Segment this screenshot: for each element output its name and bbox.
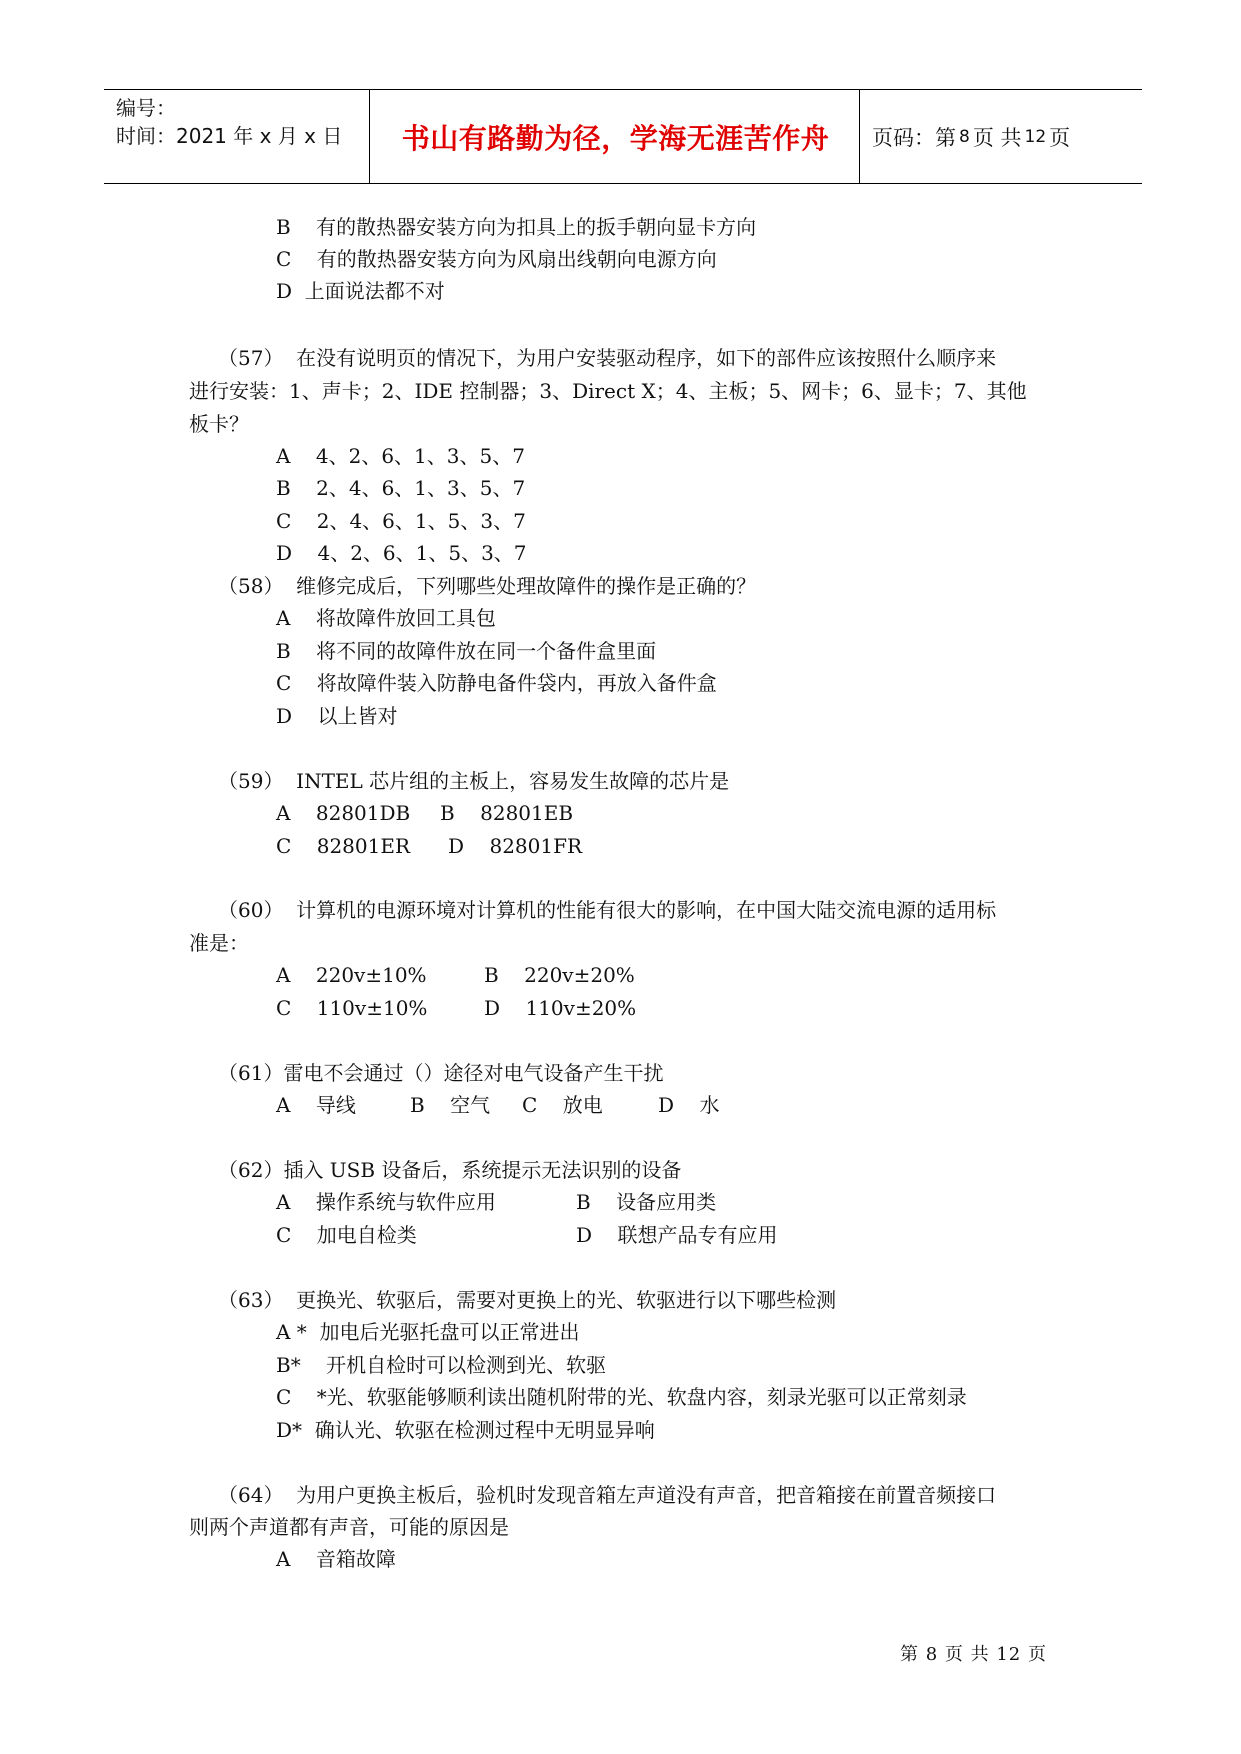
page-prefix: 页码：第 [872, 125, 956, 150]
question-61: （61）雷电不会通过（）途径对电气设备产生干扰 [218, 1061, 664, 1085]
option-item: A 操作系统与软件应用 [276, 1190, 496, 1214]
option-item: C *光、软驱能够顺利读出随机附带的光、软盘内容，刻录光驱可以正常刻录 [276, 1385, 967, 1409]
option-item: B 将不同的故障件放在同一个备件盒里面 [276, 639, 657, 663]
option-item: B 82801EB [440, 801, 574, 825]
page-number: 8 [959, 126, 970, 147]
option-item: A 4、2、6、1、3、5、7 [276, 444, 525, 468]
doc-time-label: 时间：2021 年 x 月 x 日 [116, 124, 343, 148]
option-item: D 4、2、6、1、5、3、7 [276, 541, 527, 565]
question-60: （60） 计算机的电源环境对计算机的性能有很大的影响，在中国大陆交流电源的适用标 [218, 898, 997, 922]
question-57-cont: 进行安装：1、声卡；2、IDE 控制器；3、Direct X；4、主板；5、网卡；6、显卡；7、其他 [189, 379, 1027, 403]
question-64: （64） 为用户更换主板后，验机时发现音箱左声道没有声音，把音箱接在前置音频接口 [218, 1483, 997, 1507]
option-item: C 放电 [522, 1093, 603, 1117]
question-63: （63） 更换光、软驱后，需要对更换上的光、软驱进行以下哪些检测 [218, 1288, 837, 1312]
option-item: B 2、4、6、1、3、5、7 [276, 476, 526, 500]
option-item: D* 确认光、软驱在检测过程中无明显异响 [276, 1418, 655, 1442]
page-suffix: 页 [1049, 125, 1071, 150]
option-item: A 将故障件放回工具包 [276, 606, 496, 630]
option-item: A * 加电后光驱托盘可以正常进出 [276, 1320, 580, 1344]
option-item: D 82801FR [448, 834, 583, 858]
option-item: B* 开机自检时可以检测到光、软驱 [276, 1353, 607, 1377]
option-item: D 联想产品专有应用 [576, 1223, 778, 1247]
header-page-info [872, 90, 1070, 183]
page-footer: 第 8 页 共 12 页 [900, 1644, 1047, 1665]
header-motto: 书山有路勤为径，学海无涯苦作舟 [401, 121, 830, 155]
page-mid: 页 共 [972, 125, 1022, 150]
option-item: C 有的散热器安装方向为风扇出线朝向电源方向 [276, 247, 717, 271]
question-58: （58） 维修完成后，下列哪些处理故障件的操作是正确的？ [218, 574, 757, 598]
page-total: 12 [1024, 126, 1047, 147]
option-item: B 有的散热器安装方向为扣具上的扳手朝向显卡方向 [276, 215, 757, 239]
option-item: A 220v±10% [276, 963, 427, 987]
doc-code-label: 编号： [116, 96, 176, 120]
option-item: B 220v±20% [484, 963, 635, 987]
question-57: （57） 在没有说明页的情况下，为用户安装驱动程序，如下的部件应该按照什么顺序来 [218, 346, 997, 370]
option-item: D 水 [658, 1093, 720, 1117]
option-item: A 音箱故障 [276, 1547, 396, 1571]
option-item: B 设备应用类 [576, 1190, 717, 1214]
option-item: C 82801ER [276, 834, 411, 858]
option-item: C 将故障件装入防静电备件袋内，再放入备件盒 [276, 671, 717, 695]
header-divider [859, 90, 860, 183]
page-header [104, 89, 1142, 184]
question-57-cont: 板卡？ [189, 412, 249, 436]
option-item: A 导线 [276, 1093, 356, 1117]
option-item: C 加电自检类 [276, 1223, 417, 1247]
option-item: D 以上皆对 [276, 704, 398, 728]
question-62: （62）插入 USB 设备后，系统提示无法识别的设备 [218, 1158, 682, 1182]
question-64-cont: 则两个声道都有声音，可能的原因是 [189, 1515, 509, 1539]
option-item: C 2、4、6、1、5、3、7 [276, 509, 526, 533]
header-info [116, 94, 366, 150]
question-59: （59） INTEL 芯片组的主板上，容易发生故障的芯片是 [218, 769, 730, 793]
header-divider [369, 90, 370, 183]
option-item: C 110v±10% [276, 996, 428, 1020]
option-item: A 82801DB [276, 801, 411, 825]
option-item: D 上面说法都不对 [276, 279, 445, 303]
question-60-cont: 准是： [189, 931, 249, 955]
option-item: B 空气 [410, 1093, 491, 1117]
option-item: D 110v±20% [484, 996, 637, 1020]
